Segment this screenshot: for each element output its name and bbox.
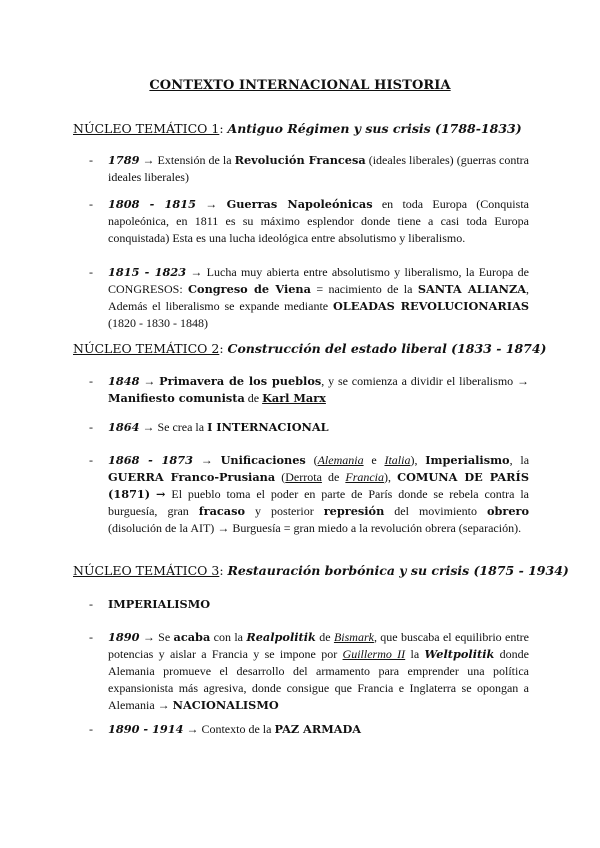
bullet-dash: -: [89, 265, 93, 279]
section-name: Construcción del estado liberal (1833 - 1874): [227, 341, 547, 356]
section-heading-3: [73, 563, 569, 578]
list-item: 1890 - 1914 → Contexto de la PAZ ARMADA: [108, 722, 362, 736]
page-title: CONTEXTO INTERNACIONAL HISTORIA: [149, 78, 451, 93]
list-item: 1808 - 1815 → Guerras Napoleónicas en toda Europa (Conquista napoleónica, en 1811 es su máximo esplendor donde tiene a casi toda Europa conquistada) Esta es una lucha ideológica entre absolutismo y liberalismo.: [108, 197, 529, 245]
list-item: 1789 → Extensión de la Revolución Francesa (ideales liberales) (guerras contra ideales liberales): [108, 153, 530, 184]
bullet-dash: -: [89, 374, 93, 388]
section-heading-2: [73, 341, 546, 356]
section-heading-1: [73, 121, 522, 136]
list-item: 1868 - 1873 → Unificaciones (Alemania e Italia), Imperialismo, la GUERRA Franco-Prusiana (Derrota de Francia), COMUNA DE PARÍS (1871) → El pueblo toma el poder en parte de París donde se rebela contra la burguesía, gran fracaso y posterior represión del movimiento obrero (disolución de la AIT) → Burguesía = gran miedo a la revolución obrera (separación).: [108, 453, 530, 535]
section-label: NÚCLEO TEMÁTICO 2: [73, 341, 220, 356]
section-label: NÚCLEO TEMÁTICO 3: [73, 563, 220, 578]
bullet-dash: -: [89, 722, 93, 736]
list-item: 1864 → Se crea la I INTERNACIONAL: [108, 420, 329, 434]
section-name: Antiguo Régimen y sus crisis (1788-1833): [227, 121, 522, 136]
section-label: NÚCLEO TEMÁTICO 1: [73, 121, 220, 136]
list-item: 1890 → Se acaba con la Realpolitik de Bismark, que buscaba el equilibrio entre potencias y aislar a Francia y se impone por Guillermo II la Weltpolitik donde Alemania promueve el desarrollo del armamento para emprender una política expansionista más agresiva, donde consigue que Francia e Inglaterra se opongan a Alemania → NACIONALISMO: [108, 630, 529, 712]
bullet-dash: -: [89, 420, 93, 434]
separator: :: [219, 563, 228, 578]
bullet-dash: -: [89, 197, 93, 211]
bullet-dash: -: [89, 153, 93, 167]
list-item: IMPERIALISMO: [108, 597, 211, 611]
bullet-dash: -: [89, 453, 93, 467]
section-name: Restauración borbónica y su crisis (1875 - 1934): [227, 563, 569, 578]
bullet-dash: -: [89, 597, 93, 611]
separator: :: [219, 121, 228, 136]
list-item: 1815 - 1823 → Lucha muy abierta entre absolutismo y liberalismo, la Europa de CONGRESOS: Congreso de Viena = nacimiento de la SANTA ALIANZA, Además el liberalismo se expande mediante OLEADAS REVOLUCIONARIAS (1820 - 1830 - 1848): [108, 265, 529, 330]
bullet-dash: -: [89, 630, 93, 644]
separator: :: [219, 341, 228, 356]
list-item: 1848 → Primavera de los pueblos, y se comienza a dividir el liberalismo → Manifiesto comunista de Karl Marx: [108, 374, 530, 405]
